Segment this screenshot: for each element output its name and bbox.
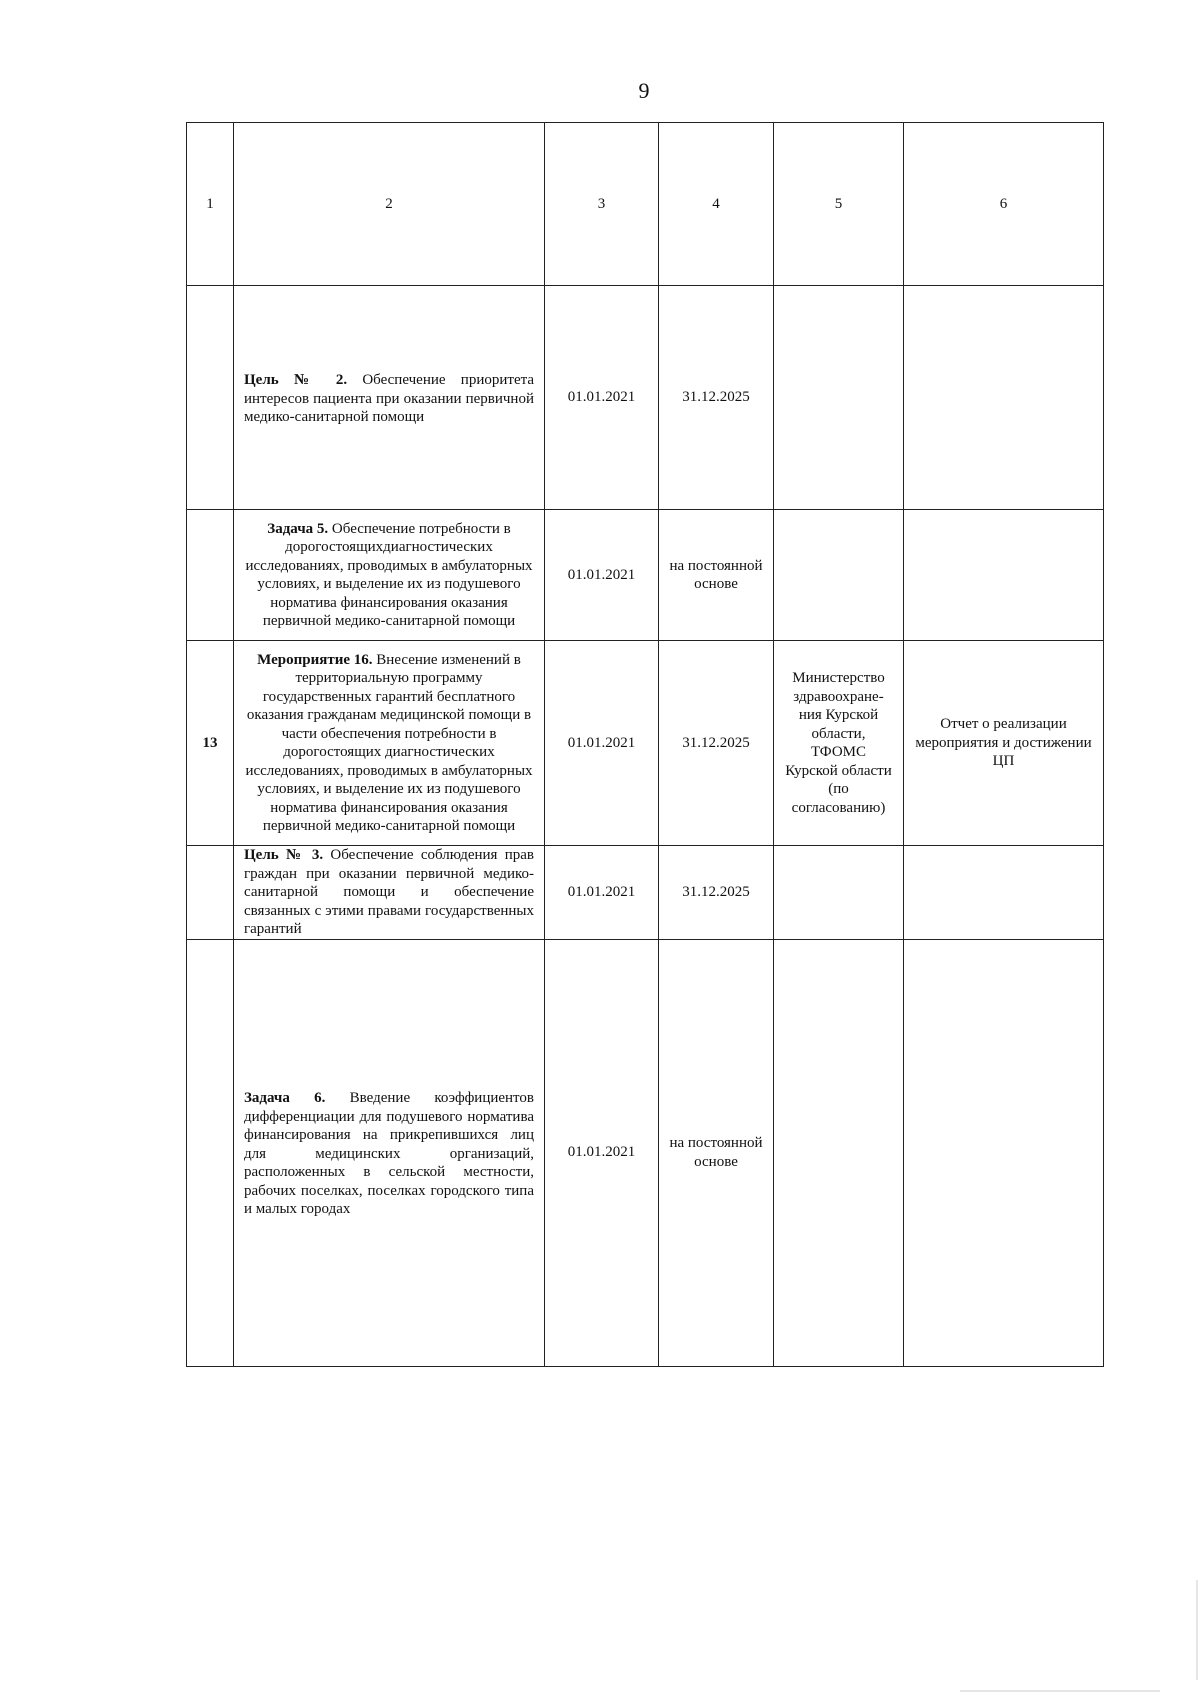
scan-artifact	[960, 1690, 1160, 1692]
result	[904, 510, 1104, 641]
table-row	[187, 286, 1104, 510]
header-cell: 5	[774, 123, 904, 286]
row-number: 13	[187, 641, 234, 846]
row-title-text: Введение коэффициентов дифференциации для подушевого норматива финансирования на прикрепившихся лиц для медицинских организаций, расположенных в сельской местности, рабочих поселках, поселках городского типа и малых городах	[244, 1090, 534, 1218]
scan-artifact	[1196, 1580, 1198, 1680]
responsible	[774, 846, 904, 940]
end-date: на постоянной основе	[659, 939, 774, 1366]
result	[904, 939, 1104, 1366]
start-date: 01.01.2021	[545, 846, 659, 940]
responsible	[774, 286, 904, 510]
table-row	[187, 641, 1104, 846]
result: Отчет о реализации мероприятия и достижении ЦП	[904, 641, 1104, 846]
table-row	[187, 939, 1104, 1366]
row-title-bold: Цель № 2.	[244, 372, 348, 389]
result	[904, 846, 1104, 940]
row-title-bold: Задача 6.	[244, 1090, 326, 1107]
row-number	[187, 286, 234, 510]
row-title-bold: Мероприятие 16.	[257, 651, 373, 668]
table-row	[187, 510, 1104, 641]
responsible	[774, 939, 904, 1366]
row-description	[234, 286, 545, 510]
header-cell: 3	[545, 123, 659, 286]
row-title-text: Обеспечение соблюдения прав граждан при оказании первичной медико-санитарной помощи и обеспечение связанных с этими правами государственных гарантий	[244, 847, 534, 937]
header-cell: 2	[234, 123, 545, 286]
row-number	[187, 846, 234, 940]
header-cell: 6	[904, 123, 1104, 286]
start-date: 01.01.2021	[545, 286, 659, 510]
page-number: 9	[638, 78, 650, 103]
start-date: 01.01.2021	[545, 641, 659, 846]
end-date: 31.12.2025	[659, 286, 774, 510]
end-date: на постоянной основе	[659, 510, 774, 641]
row-title-bold: Цель № 3.	[244, 847, 324, 863]
start-date: 01.01.2021	[545, 939, 659, 1366]
result	[904, 286, 1104, 510]
row-description	[234, 939, 545, 1366]
row-description	[234, 510, 545, 641]
end-date: 31.12.2025	[659, 641, 774, 846]
row-title-text: Обеспечение приоритета интересов пациента при оказании первичной медико-санитарной помощи	[244, 372, 535, 426]
table-header-row	[187, 123, 1104, 286]
row-number	[187, 510, 234, 641]
row-title-text: Обеспечение потребности в дорогостоящихдиагностических исследованиях, проводимых в амбулаторных условиях, и выделение их из подушевого норматива финансирования оказания первичной медико-санитарной помощи	[245, 520, 533, 629]
plan-table	[186, 122, 1104, 1367]
row-title-text: Внесение изменений в территориальную программу государственных гарантий бесплатного оказания гражданам медицинской помощи в части обеспечения потребности в дорогостоящих диагностических исследованиях, проводимых в амбулаторных условиях, и выделение их из подушевого норматива финансирования оказания первичной медико-санитарной помощи	[245, 651, 533, 834]
row-description	[234, 641, 545, 846]
row-title-bold: Задача 5.	[267, 520, 329, 537]
table-row	[187, 846, 1104, 940]
responsible	[774, 510, 904, 641]
header-cell: 4	[659, 123, 774, 286]
row-description	[234, 846, 545, 940]
start-date: 01.01.2021	[545, 510, 659, 641]
end-date: 31.12.2025	[659, 846, 774, 940]
responsible: Министерство здравоохране-ния Курской области, ТФОМС Курской области (по согласованию)	[774, 641, 904, 846]
header-cell: 1	[187, 123, 234, 286]
row-number	[187, 939, 234, 1366]
